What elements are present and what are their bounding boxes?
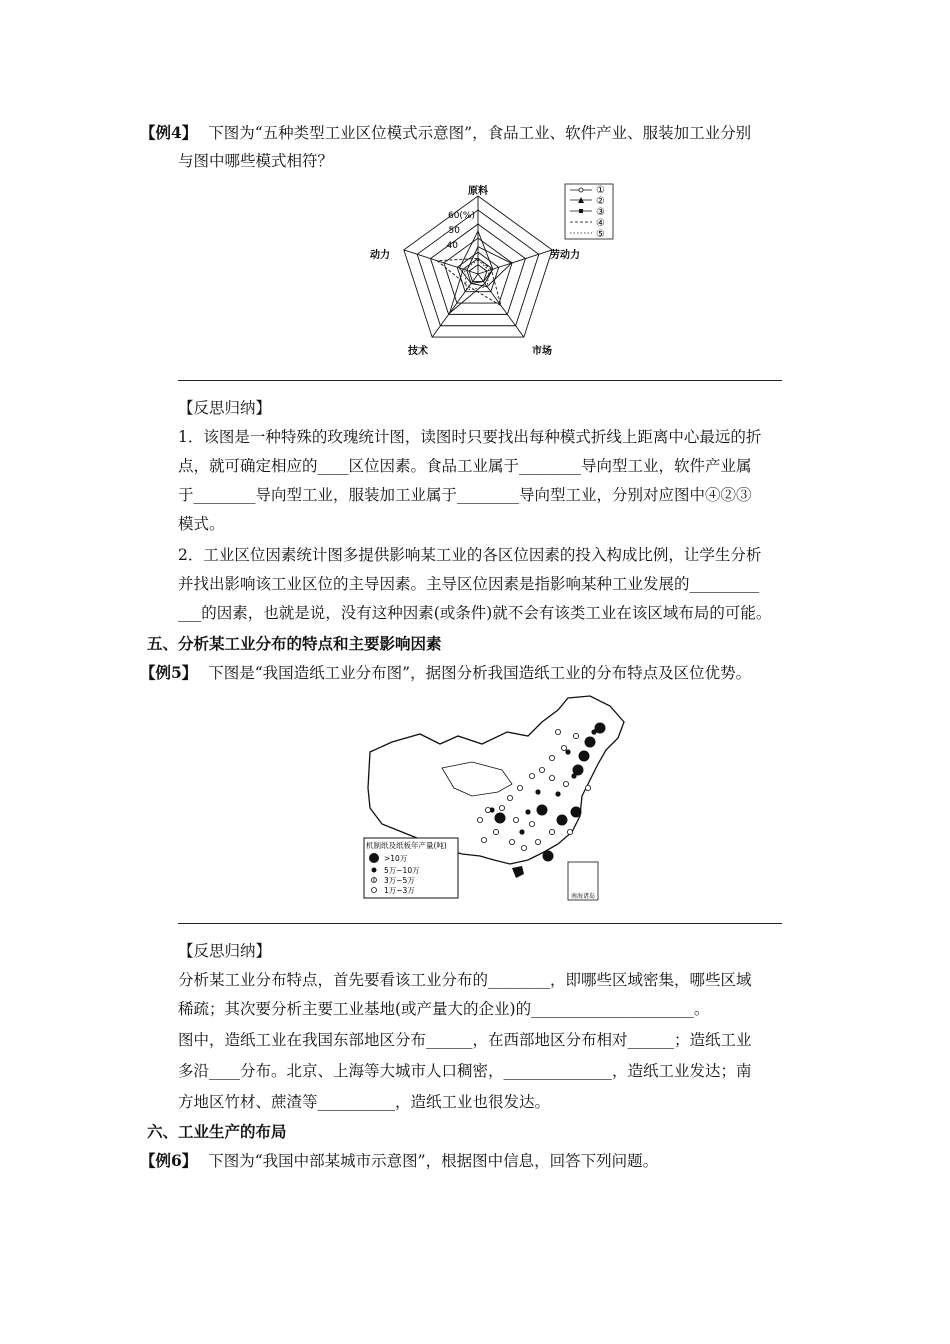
map-dot-large [543, 851, 554, 862]
map-dot-large [495, 813, 506, 824]
example-4-question [140, 123, 751, 143]
radar-chart [360, 178, 620, 363]
tick-label-60: 60(%) [447, 211, 475, 221]
example-4-label: 【例4】 [140, 123, 198, 142]
axis-label-materials: 原料 [468, 186, 488, 197]
map-legend-title: 机制纸及纸板年产量(吨) [366, 841, 447, 850]
map-dot-small [507, 795, 512, 800]
legend-item-3: 3万~5万 [384, 876, 415, 885]
legend-item-2: 5万~10万 [384, 866, 420, 875]
map-dot-large [585, 737, 596, 748]
reflection1-p2-line: 2．工业区位因素统计图多提供影响某工业的各区位因素的投入构成比例，让学生分析 [178, 546, 762, 564]
inset-label: 南海诸岛 [570, 893, 596, 900]
legend-label-5: ⑤ [596, 229, 605, 240]
axis-label-market: 市场 [532, 346, 552, 357]
legend-item-4: 1万~3万 [384, 886, 415, 895]
tick-label-50: 50 [448, 226, 460, 236]
legend-item-1: >10万 [384, 854, 408, 863]
legend-label-1: ① [596, 185, 605, 196]
map-dot-medium [535, 789, 540, 794]
example-4-text-line1: 下图为“五种类型工业区位模式示意图”，食品工业、软件产业、服装加工业分别 [208, 124, 752, 142]
example-6-text: 下图为“我国中部某城市示意图”，根据图中信息，回答下列问题。 [208, 1152, 659, 1170]
legend-dot-small [372, 888, 377, 893]
reflection1-p2-line: 并找出影响该工业区位的主导因素。主导区位因素是指影响某种工业发展的_________ [178, 575, 760, 593]
map-dot-small [477, 817, 482, 822]
legend-label-3: ③ [596, 207, 605, 218]
map-dot-large [579, 751, 590, 762]
map-dot-medium [519, 829, 524, 834]
map-dot-medium [571, 773, 576, 778]
map-dot-large [571, 807, 582, 818]
map-dot-medium [555, 791, 560, 796]
legend-label-2: ② [596, 196, 605, 207]
reflection1-p1-line: 点，就可确定相应的____区位因素。食品工业属于________导向型工业，软件产业属 [178, 457, 752, 475]
map-dot-small [481, 837, 486, 842]
example-6-question [140, 1151, 658, 1171]
map-dot-large [537, 805, 548, 816]
map-dot-small [567, 829, 572, 834]
legend-marker-1 [579, 188, 583, 192]
legend-label-4: ④ [596, 218, 605, 229]
map-dot-medium [591, 729, 596, 734]
reflection1-p1-line: 1．该图是一种特殊的玫瑰统计图，读图时只要找出每种模式折线上距离中心最远的折 [178, 428, 762, 446]
reflection2-line: 多沿____分布。北京、上海等大城市人口稠密，______________，造纸工业发达；南 [178, 1062, 752, 1080]
radar-legend [565, 184, 613, 240]
answer-line-ex5 [178, 923, 782, 924]
map-dot-large [557, 815, 568, 826]
map-dot-small [493, 829, 498, 834]
map-dot-small [509, 839, 514, 844]
reflection2-line: 分析某工业分布特点，首先要看该工业分布的________，即哪些区域密集，哪些区域 [178, 971, 752, 989]
map-dot-small [517, 785, 522, 790]
map-dot-small [521, 845, 526, 850]
map-dot-small [529, 773, 534, 778]
reflection2-line: 图中，造纸工业在我国东部地区分布______，在西部地区分布相对______；造纸工业 [178, 1031, 752, 1049]
example-5-text: 下图是“我国造纸工业分布图”，据图分析我国造纸工业的分布特点及区位优势。 [208, 664, 752, 682]
reflection1-p1-line: 模式。 [178, 515, 225, 533]
reflection1-p2-line: ___的因素，也就是说，没有这种因素(或条件)就不会有该类工业在该区域布局的可能。 [178, 604, 772, 622]
axis-label-labor: 劳动力 [550, 250, 580, 261]
map-dot-small [499, 805, 504, 810]
map-dot-small [513, 817, 518, 822]
map-dot-small [549, 775, 554, 780]
map-dot-small [555, 729, 560, 734]
map-dot-small [539, 767, 544, 772]
map-dot-medium [525, 809, 530, 814]
tick-label-40: 40 [446, 241, 458, 251]
south-china-sea-inset [568, 862, 598, 900]
map-dot-small [549, 829, 554, 834]
axis-label-power: 动力 [370, 250, 390, 261]
example-5-question [140, 663, 751, 683]
example-5-label: 【例5】 [140, 663, 198, 682]
section-5-heading: 五、分析某工业分布的特点和主要影响因素 [147, 634, 442, 653]
reflection2-line: 方地区竹材、蔗渣等__________，造纸工业也很发达。 [178, 1093, 551, 1111]
reflection-title-2: 【反思归纳】 [178, 942, 272, 960]
answer-line-ex4 [178, 380, 782, 381]
papermaking-distribution-map [362, 692, 632, 902]
section-6-heading: 六、工业生产的布局 [147, 1122, 287, 1141]
map-dot-small [585, 785, 590, 790]
inner-border [442, 762, 512, 796]
map-dot-small [549, 755, 554, 760]
map-dot-small [561, 745, 566, 750]
axis-label-technology: 技术 [408, 346, 428, 357]
legend-dot-medium [372, 868, 377, 873]
map-dot-small [563, 781, 568, 786]
map-legend [364, 838, 458, 898]
map-dot-small [485, 807, 490, 812]
map-dot-small [535, 839, 540, 844]
reflection1-p1-line: 于________导向型工业，服装加工业属于________导向型工业，分别对应图中④②③ [178, 486, 752, 504]
map-dot-small [573, 733, 578, 738]
reflection2-line: 稀疏；其次要分析主要工业基地(或产量大的企业)的_____________________。 [178, 1000, 710, 1018]
example-4-text-line2: 与图中哪些模式相符？ [178, 152, 334, 170]
legend-marker-3 [579, 209, 583, 213]
legend-dot-large [369, 853, 379, 863]
radar-grid [404, 196, 552, 337]
reflection-title-1: 【反思归纳】 [178, 399, 272, 417]
example-6-label: 【例6】 [140, 1151, 198, 1170]
hainan-island [512, 866, 524, 878]
map-dot-small [529, 821, 534, 826]
map-dot-medium [565, 749, 570, 754]
